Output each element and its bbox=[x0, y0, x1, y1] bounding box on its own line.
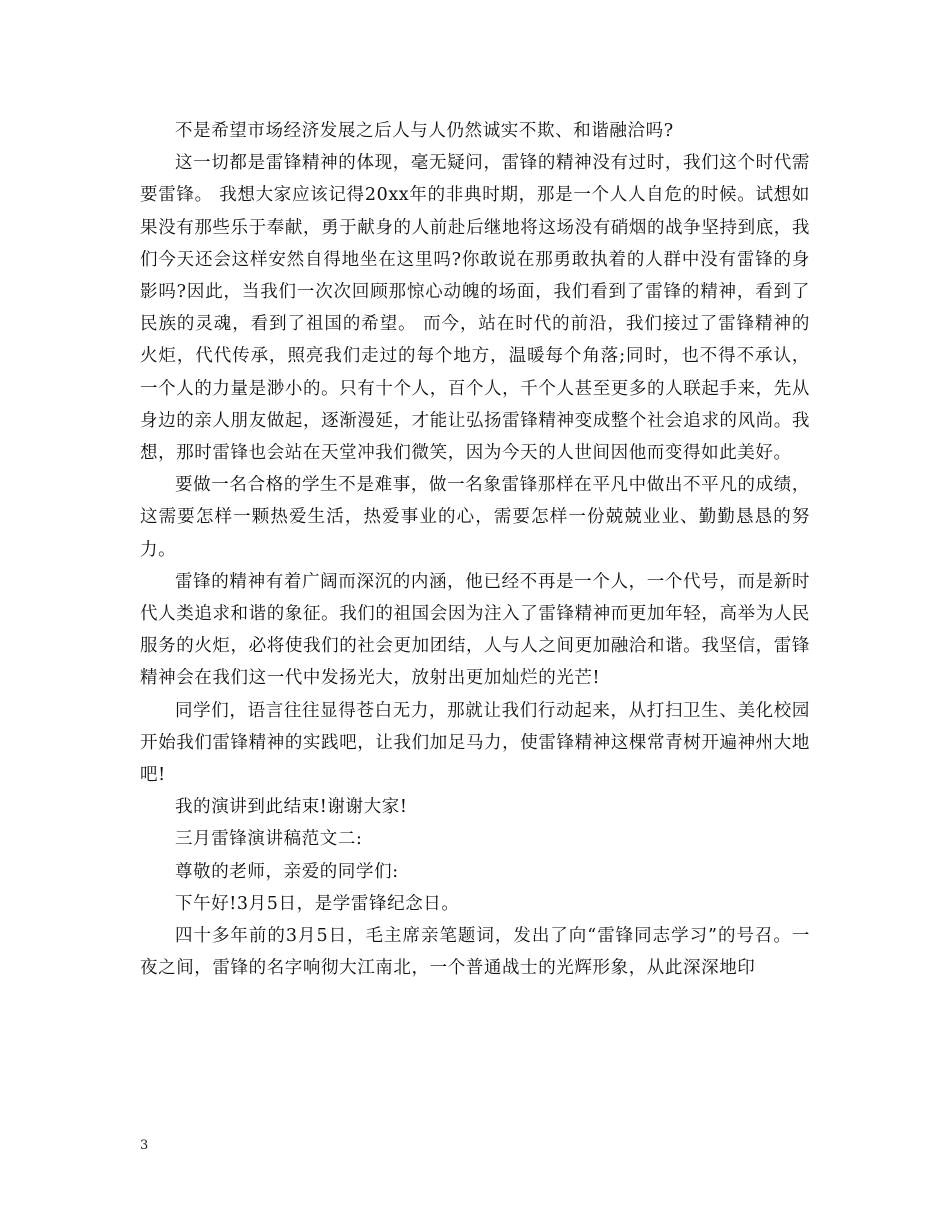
page-number: 3 bbox=[140, 1138, 149, 1153]
paragraph-2: 这一切都是雷锋精神的体现，毫无疑问，雷锋的精神没有过时，我们这个时代需要雷锋。 我想大家应该记得20xx年的非典时期，那是一个人人自危的时候。试想如果没有那些乐于奉献，勇于献身的人前赴后继地将这场没有硝烟的战争坚持到底，我们今天还会这样安然自得地坐在这里吗?你敢说在那勇敢执着的人群中没有雷锋的身影吗?因此，当我们一次次回顾那惊心动魄的场面，我们看到了雷锋的精神，看到了民族的灵魂，看到了祖国的希望。 而今，站在时代的前沿，我们接过了雷锋精神的火炬，代代传承，照亮我们走过的每个地方，温暖每个角落;同时，也不得不承认，一个人的力量是渺小的。只有十个人，百个人，千个人甚至更多的人联起手来，先从身边的亲人朋友做起，逐渐漫延，才能让弘扬雷锋精神变成整个社会追求的风尚。我想，那时雷锋也会站在天堂冲我们微笑，因为今天的人世间因他而变得如此美好。 bbox=[140, 153, 810, 464]
document-body bbox=[140, 115, 810, 984]
paragraph-10: 四十多年前的3月5日，毛主席亲笔题词，发出了向“雷锋同志学习”的号召。一夜之间，雷锋的名字响彻大江南北，一个普通战士的光辉形象，从此深深地印 bbox=[140, 926, 810, 979]
paragraph-6: 我的演讲到此结束!谢谢大家! bbox=[175, 797, 408, 818]
paragraph-1: 不是希望市场经济发展之后人与人仍然诚实不欺、和谐融洽吗? bbox=[175, 121, 674, 141]
paragraph-7-heading: 三月雷锋演讲稿范文二: bbox=[175, 829, 363, 850]
paragraph-9: 下午好!3月5日，是学雷锋纪念日。 bbox=[175, 893, 460, 914]
paragraph-3: 要做一名合格的学生不是难事，做一名象雷锋那样在平凡中做出不平凡的成绩，这需要怎样一颗热爱生活，热爱事业的心，需要怎样一份兢兢业业、勤勤恳恳的努力。 bbox=[140, 475, 810, 560]
paragraph-5: 同学们，语言往往显得苍白无力，那就让我们行动起来，从打扫卫生、美化校园开始我们雷锋精神的实践吧，让我们加足马力，使雷锋精神这棵常青树开遍神州大地吧! bbox=[140, 700, 810, 786]
paragraph-8-salutation: 尊敬的老师，亲爱的同学们: bbox=[175, 861, 399, 882]
paragraph-4: 雷锋的精神有着广阔而深沉的内涵，他已经不再是一个人，一个代号，而是新时代人类追求和谐的象征。我们的祖国会因为注入了雷锋精神而更加年轻，高举为人民服务的火炬，必将使我们的社会更加团结，人与人之间更加融洽和谐。我坚信，雷锋精神会在我们这一代中发扬光大，放射出更加灿烂的光芒! bbox=[140, 571, 810, 689]
